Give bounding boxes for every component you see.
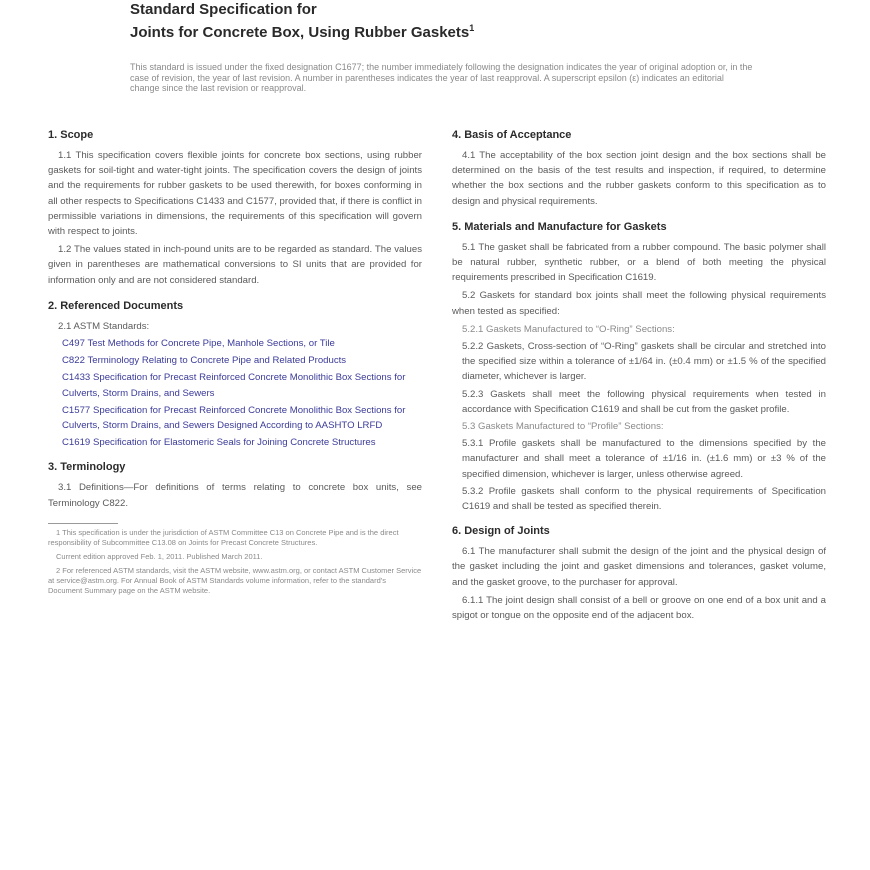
footnote-edition: Current edition approved Feb. 1, 2011. Published March 2011.: [56, 551, 263, 561]
design-paragraph-1: 6.1 The manufacturer shall submit the design of the joint and the physical design of the gasket including the joint and gasket dimensions and tolerances, gasket volume, and the gasket groove, to the purchaser for approval.: [452, 546, 826, 588]
materials-subsection-1: 5.2.1 Gaskets Manufactured to “O-Ring” Sections:: [462, 323, 675, 335]
footnote-1: 1 This specification is under the jurisdiction of ASTM Committee C13 on Concrete Pipe and is the direct responsibility of Subcommittee C13.08 on Joints for Precast Concrete Structures.: [48, 527, 399, 547]
reference-item[interactable]: [62, 435, 422, 450]
materials-subsection-6: 5.3.2 Profile gaskets shall conform to the physical requirements of Specification C1619 and shall be tested as specified therein.: [462, 485, 826, 513]
reference-title: Test Methods for Concrete Pipe, Manhole Sections, or Tile: [87, 338, 335, 350]
reference-title: Specification for Precast Reinforced Concrete Monolithic Box Sections for Culverts, Storm Drains, and Sewers: [62, 372, 406, 399]
materials-subsection-2: 5.2.2 Gaskets, Cross-section of “O-Ring” gaskets shall be circular and stretched into the specified size within a tolerance of ±1/64 in. (±0.4 mm) or ±1.5 % of the specified diameter, whichever is larger.: [462, 341, 826, 383]
references-intro: 2.1 ASTM Standards:: [58, 320, 150, 332]
footnote-divider: [48, 523, 118, 524]
materials-paragraph-2: 5.2 Gaskets for standard box joints shall meet the following physical requirements when tested as specified:: [452, 290, 826, 317]
reference-item[interactable]: [62, 353, 422, 368]
reference-code[interactable]: C1433: [62, 372, 91, 384]
materials-subsection-4: 5.3 Gaskets Manufactured to “Profile” Sections:: [462, 421, 664, 433]
materials-subsection-3: 5.2.3 Gaskets shall meet the following physical requirements when tested in accordance with Specification C1619 and shall be cut from the gasket profile.: [462, 388, 826, 415]
title-line-2: [130, 19, 770, 42]
reference-code[interactable]: C1577: [62, 404, 91, 416]
section-heading-materials: 5. Materials and Manufacture for Gaskets: [452, 220, 667, 233]
reference-item[interactable]: [62, 370, 422, 400]
terminology-paragraph-1: 3.1 Definitions—For definitions of terms relating to concrete box units, see Terminology C822.: [48, 482, 422, 509]
section-gap: [48, 291, 422, 299]
section-heading-terminology: 3. Terminology: [48, 461, 126, 474]
reference-item[interactable]: [62, 403, 422, 433]
scope-paragraph-2: 1.2 The values stated in inch-pound units are to be regarded as standard. The values given in parentheses are mathematical conversions to SI units that are provided for information only and are not considered standard.: [48, 244, 422, 286]
reference-code[interactable]: C1619: [62, 437, 91, 449]
materials-subsection-5: 5.3.1 Profile gaskets shall be manufactured to the dimensions specified by the manufacturer and shall meet a tolerance of ±1/16 in. (±1.6 mm) or ±3 % of the specified dimension, whichever is larger, unless otherwise agreed.: [462, 438, 826, 480]
reference-code[interactable]: C822: [62, 355, 85, 367]
footnote-2: 2 For referenced ASTM standards, visit the ASTM website, www.astm.org, or contact ASTM Customer Service at service@astm.org. For Annual Book of ASTM Standards volume information, refer to the standard's Document Summary page on the ASTM website.: [48, 565, 422, 595]
section-heading-scope: 1. Scope: [48, 129, 94, 141]
reference-title: Terminology Relating to Concrete Pipe and Related Products: [87, 355, 347, 367]
document-title: [130, 0, 770, 42]
acceptance-paragraph-1: 4.1 The acceptability of the box section joint design and the box sections shall be determined on the basis of the test results and inspection, if required, to determine whether the box sections and the rubber gaskets conform to this specification as to design and physical requirements.: [452, 150, 826, 207]
title-superscript: 1: [469, 23, 475, 33]
designation-note: This standard is issued under the fixed designation C1677; the number immediately following the designation indicates the year of original adoption or, in the case of revision, the year of last revision. A number in parentheses indicates the year of last reapproval. A superscript epsilon (ε) indicates an editorial change since the last revision or reapproval.: [130, 62, 753, 93]
title-line-2-text: Joints for Concrete Box, Using Rubber Gaskets: [130, 24, 470, 41]
left-column: [48, 128, 422, 600]
reference-code[interactable]: C497: [62, 338, 85, 350]
reference-item[interactable]: [62, 336, 422, 351]
reference-title: Specification for Precast Reinforced Concrete Monolithic Box Sections for Culverts, Storm Drains, and Sewers Designed According to AASHTO LRFD: [62, 404, 406, 432]
title-line-1: Standard Specification for: [130, 1, 317, 18]
right-column: [452, 128, 826, 626]
section-heading-design-of-joints: 6. Design of Joints: [452, 525, 550, 538]
section-gap: [48, 452, 422, 460]
section-gap: [452, 212, 826, 220]
reference-title: Specification for Elastomeric Seals for Joining Concrete Structures: [92, 437, 376, 449]
section-heading-basis-of-acceptance: 4. Basis of Acceptance: [452, 129, 572, 141]
section-gap: [452, 516, 826, 524]
scope-paragraph-1: 1.1 This specification covers flexible joints for concrete box sections, using rubber gaskets for soil-tight and water-tight joints. The specification covers the design of joints and the requirements for rubber gaskets to be used therewith, for boxes conforming in all other respects to Specifications C1433 and C1577, provided that, if there is conflict in permissible variations in dimensions, the requirements of this specification will govern with respect to joints.: [48, 150, 422, 238]
materials-paragraph-1: 5.1 The gasket shall be fabricated from a rubber compound. The basic polymer shall be natural rubber, synthetic rubber, or a blend of both meeting the physical requirements prescribed in Specification C1619.: [452, 241, 826, 284]
design-paragraph-2: 6.1.1 The joint design shall consist of a bell or groove on one end of a box unit and a spigot or tongue on the opposite end of the adjacent box.: [452, 594, 826, 622]
section-heading-referenced-documents: 2. Referenced Documents: [48, 299, 184, 312]
